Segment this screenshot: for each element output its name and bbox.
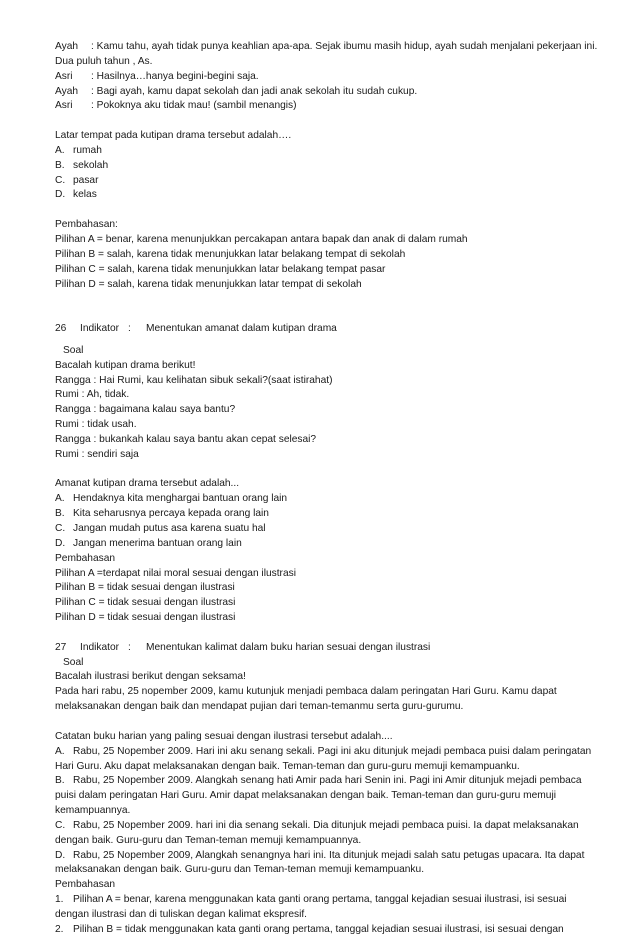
document-page [55, 40, 600, 938]
discussion-title: Pembahasan [55, 552, 116, 564]
dialog-line: Rumi : Ah, tidak. [55, 389, 130, 401]
discussion-item: 1. Pilihan A = benar, karena menggunakan kata ganti orang pertama, tanggal kejadian sesuai ilustrasi, isi sesuai dengan ilustrasi dan di tuliskan degan kalimat ekspresif. [55, 894, 567, 920]
illustration-line: melaksanakan dengan baik dan mendapat pujian dari teman-temanmu serta guru-gurumu. [55, 701, 464, 713]
dialog-line [55, 70, 600, 85]
indicator-line: 27 Indikator : Menentukan kalimat dalam buku harian sesuai dengan ilustrasi [55, 641, 431, 653]
option: C. pasar [55, 174, 99, 186]
discussion-title: Pembahasan [55, 879, 116, 891]
dialog-text: : Pokoknya aku tidak mau! (sambil menangis) [91, 100, 297, 112]
instruction: Bacalah ilustrasi berikut dengan seksama! [55, 671, 246, 683]
question-text: Catatan buku harian yang paling sesuai dengan ilustrasi tersebut adalah.... [55, 730, 393, 742]
soal-label: Soal [63, 656, 84, 668]
discussion-line: Pilihan B = salah, karena tidak menunjukkan latar belakang tempat di sekolah [55, 248, 406, 260]
option: A. Rabu, 25 Nopember 2009. Hari ini aku senang sekali. Pagi ini aku ditunjuk mejadi pembaca puisi dalam peringatan Hari Guru. Aku dapat melaksanakan dengan baik. Teman-teman dan guru-guru memuji kemampuanku. [55, 745, 592, 772]
option: B. Kita seharusnya percaya kepada orang lain [55, 508, 269, 520]
dialog-line [55, 85, 600, 100]
discussion-line: Pilihan D = tidak sesuai dengan ilustrasi [55, 612, 236, 624]
illustration-line: Pada hari rabu, 25 nopember 2009, kamu kutunjuk menjadi pembaca dalam peringatan Hari Guru. Kamu dapat [55, 686, 557, 698]
discussion-line: Pilihan A =terdapat nilai moral sesuai dengan ilustrasi [55, 567, 296, 579]
option: D. Rabu, 25 Nopember 2009, Alangkah senangnya hari ini. Ita ditunjuk mejadi salah satu petugas upacara. Ita dapat melaksanakan dengan baik. Guru-guru dan Teman-teman memuji kemampuanku. [55, 849, 585, 876]
speaker: Asri [55, 100, 73, 112]
instruction: Bacalah kutipan drama berikut! [55, 359, 196, 371]
speaker: Ayah [55, 41, 79, 52]
dialog-line: Rangga : Hai Rumi, kau kelihatan sibuk sekali?(saat istirahat) [55, 374, 333, 386]
discussion-title: Pembahasan: [55, 219, 118, 231]
soal-label: Soal [63, 344, 84, 356]
dialog-text: : Hasilnya…hanya begini-begini saja. [91, 70, 259, 82]
option: D. Jangan menerima bantuan orang lain [55, 537, 242, 549]
option: B. sekolah [55, 159, 109, 171]
question-text: Latar tempat pada kutipan drama tersebut adalah…. [55, 130, 292, 142]
dialog-text: Dua puluh tahun , As. [55, 55, 153, 67]
option: D. kelas [55, 189, 97, 201]
dialog-line [55, 40, 600, 55]
dialog-line: Rangga : bagaimana kalau saya bantu? [55, 404, 236, 416]
dialog-line: Rumi : sendiri saja [55, 448, 139, 460]
discussion-line: Pilihan A = benar, karena menunjukkan percakapan antara bapak dan anak di dalam rumah [55, 233, 468, 245]
dialog-text: : Bagi ayah, kamu dapat sekolah dan jadi anak sekolah itu sudah cukup. [91, 85, 418, 97]
question-text: Amanat kutipan drama tersebut adalah... [55, 478, 240, 490]
dialog-text: : Kamu tahu, ayah tidak punya keahlian apa-apa. Sejak ibumu masih hidup, ayah sudah menjalani pekerjaan ini. [91, 41, 598, 52]
discussion-line: Pilihan D = salah, karena tidak menunjukkan latar tempat di sekolah [55, 278, 362, 290]
dialog-line [55, 55, 600, 70]
speaker: Asri [55, 70, 73, 82]
discussion-item: 2. Pilihan B = tidak menggunakan kata ganti orang pertama, tanggal kejadian sesuai ilustrasi, isi sesuai dengan [55, 923, 564, 935]
speaker: Ayah [55, 85, 79, 97]
discussion-line: Pilihan C = salah, karena tidak menunjukkan latar belakang tempat pasar [55, 263, 386, 275]
indicator-line: 26 Indikator : Menentukan amanat dalam kutipan drama [55, 323, 337, 335]
dialog-line [55, 99, 600, 114]
dialog-line: Rumi : tidak usah. [55, 419, 137, 431]
option: B. Rabu, 25 Nopember 2009. Alangkah senang hati Amir pada hari Senin ini. Pagi ini Amir ditunjuk mejadi pembaca puisi dalam peringatan Hari Guru. Amir dapat melaksanakan dengan baik. Teman-teman dan guru-guru memuji kemampuannya. [55, 775, 582, 817]
discussion-line: Pilihan C = tidak sesuai dengan ilustrasi [55, 597, 236, 609]
dialog-line: Rangga : bukankah kalau saya bantu akan cepat selesai? [55, 433, 317, 445]
option: A. Hendaknya kita menghargai bantuan orang lain [55, 493, 288, 505]
option: C. Rabu, 25 Nopember 2009. hari ini dia senang sekali. Dia ditunjuk mejadi pembaca puisi. Ia dapat melaksanakan dengan baik. Guru-guru dan Teman-teman memuji kemampuannya. [55, 819, 579, 846]
dialog-block [55, 40, 600, 114]
discussion-line: Pilihan B = tidak sesuai dengan ilustrasi [55, 582, 235, 594]
option: C. Jangan mudah putus asa karena suatu hal [55, 523, 266, 534]
option: A. rumah [55, 144, 102, 156]
